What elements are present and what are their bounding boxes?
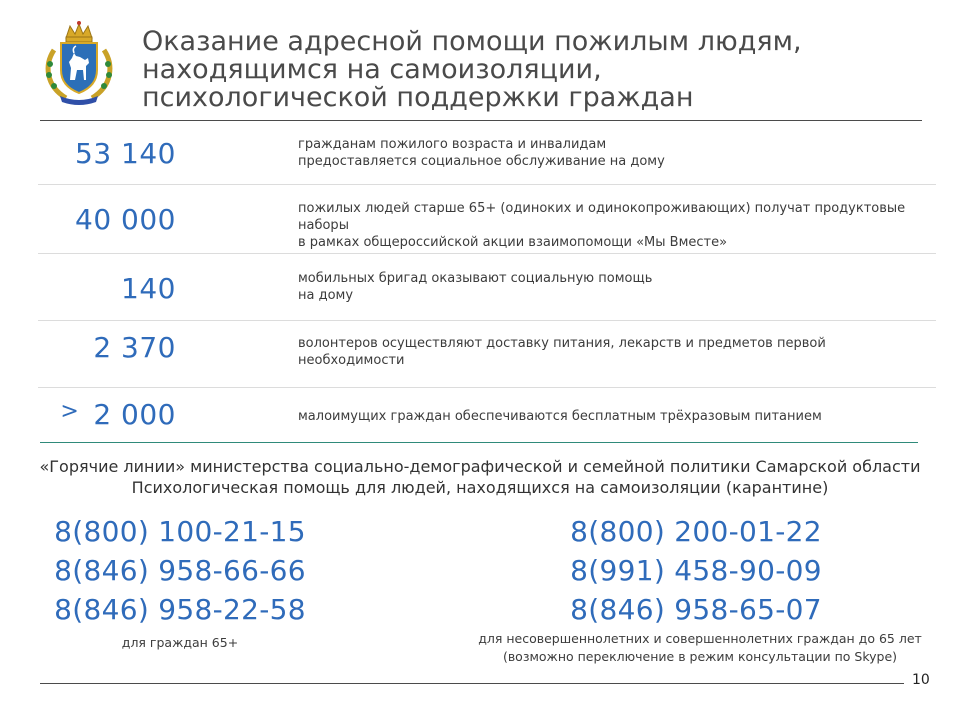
stat-description-line: мобильных бригад оказывают социальную помощь bbox=[298, 271, 653, 286]
stat-prefix: > bbox=[60, 399, 80, 424]
phone-list-under-65 bbox=[546, 512, 846, 629]
phone-number[interactable]: 8(846) 958-66-66 bbox=[54, 554, 306, 587]
row-divider bbox=[38, 253, 936, 254]
row-divider bbox=[38, 184, 936, 185]
stat-description bbox=[298, 335, 958, 369]
stat-row-mobile-teams bbox=[38, 262, 936, 318]
stat-description bbox=[298, 136, 958, 170]
phone-number[interactable]: 8(846) 958-22-58 bbox=[54, 593, 306, 626]
row-divider bbox=[38, 387, 936, 388]
footer-divider bbox=[40, 683, 904, 684]
note-line: для граждан 65+ bbox=[121, 635, 239, 650]
samara-coat-of-arms-icon bbox=[36, 20, 122, 106]
stat-value bbox=[121, 272, 176, 305]
hotlines-heading-line: Психологическая помощь для людей, находящихся на самоизоляции (карантине) bbox=[131, 478, 829, 497]
stat-value bbox=[75, 203, 176, 236]
title-line: Оказание адресной помощи пожилым людям, bbox=[142, 26, 802, 57]
phone-number[interactable]: 8(800) 200-01-22 bbox=[570, 515, 822, 548]
stat-description-line: предоставляется социальное обслуживание на дому bbox=[298, 154, 665, 169]
hotlines-heading bbox=[0, 456, 960, 498]
header-divider bbox=[40, 120, 922, 121]
stat-description-line: пожилых людей старше 65+ (одиноких и одинокопроживающих) получат продуктовые наборы bbox=[298, 201, 906, 233]
stat-description-line: малоимущих граждан обеспечиваются бесплатным трёхразовым питанием bbox=[298, 409, 822, 424]
stat-value bbox=[60, 398, 176, 431]
title-line: находящимся на самоизоляции, bbox=[142, 54, 602, 85]
stat-number: 53 140 bbox=[75, 137, 176, 170]
section-divider bbox=[40, 442, 918, 443]
stat-description bbox=[298, 200, 958, 251]
phone-number[interactable]: 8(991) 458-90-09 bbox=[570, 554, 822, 587]
stat-value bbox=[93, 331, 176, 364]
phone-list-65-plus bbox=[40, 512, 320, 629]
stat-number: 2 000 bbox=[93, 398, 176, 431]
stat-row-home-care bbox=[38, 130, 936, 184]
phone-number[interactable]: 8(846) 958-65-07 bbox=[570, 593, 822, 626]
note-line: (возможно переключение в режим консультации по Skype) bbox=[502, 649, 898, 664]
stat-number: 2 370 bbox=[93, 331, 176, 364]
phone-note-65-plus bbox=[60, 634, 300, 652]
page-title bbox=[142, 28, 942, 112]
stat-description-line: необходимости bbox=[298, 353, 405, 368]
stat-description-line: гражданам пожилого возраста и инвалидам bbox=[298, 137, 607, 152]
note-line: для несовершеннолетних и совершеннолетних граждан до 65 лет bbox=[478, 631, 922, 646]
row-divider bbox=[38, 320, 936, 321]
stat-number: 140 bbox=[121, 272, 176, 305]
stat-description-line: на дому bbox=[298, 288, 354, 303]
stat-row-food-sets bbox=[38, 192, 936, 252]
stat-description bbox=[298, 270, 958, 304]
phone-note-under-65 bbox=[420, 630, 960, 666]
title-line: психологической поддержки граждан bbox=[142, 82, 694, 113]
phone-number[interactable]: 8(800) 100-21-15 bbox=[54, 515, 306, 548]
page-number: 10 bbox=[912, 672, 930, 688]
hotlines-heading-line: «Горячие линии» министерства социально-демографической и семейной политики Самарской области bbox=[39, 457, 921, 476]
stat-description bbox=[298, 408, 958, 425]
stat-description-line: в рамках общероссийской акции взаимопомощи «Мы Вместе» bbox=[298, 235, 728, 250]
stat-description-line: волонтеров осуществляют доставку питания, лекарств и предметов первой bbox=[298, 336, 826, 351]
stat-value bbox=[75, 137, 176, 170]
stat-number: 40 000 bbox=[75, 203, 176, 236]
stat-row-volunteers bbox=[38, 328, 936, 386]
stat-row-free-meals bbox=[38, 394, 936, 440]
